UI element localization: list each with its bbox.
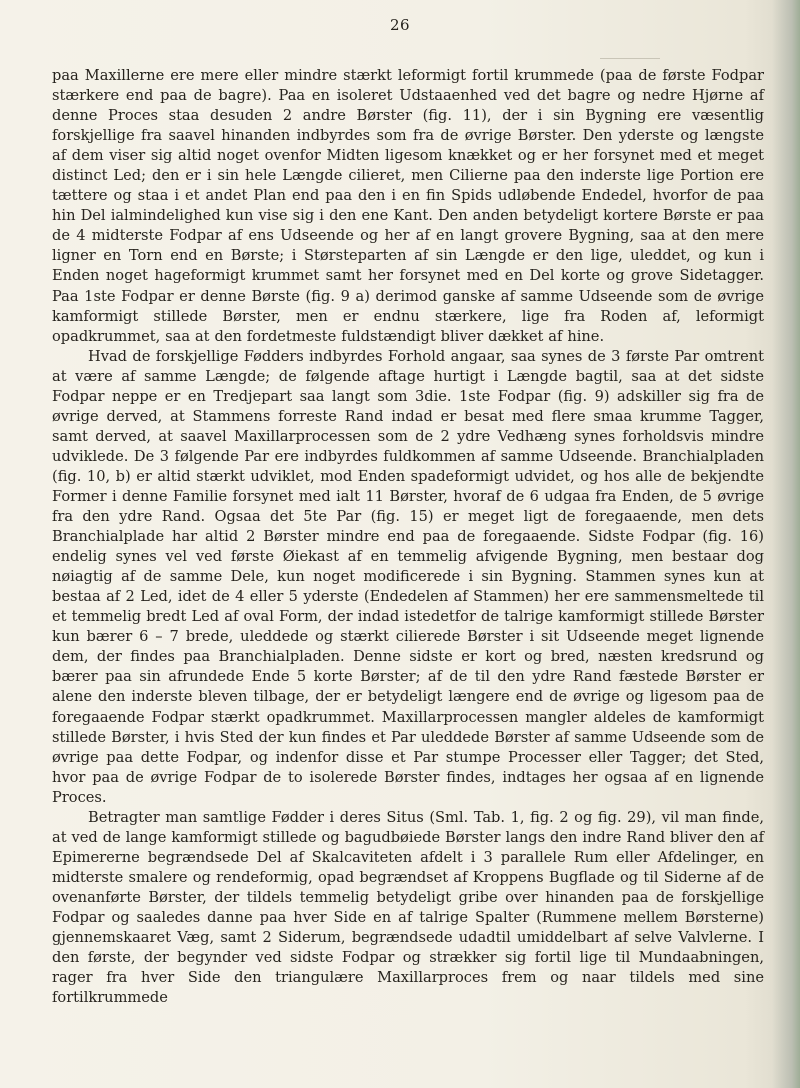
paragraph-feet-situs: Betragter man samtlige Fødder i deres Situs (Sml. Tab. 1, fig. 2 og fig. 29), vil man finde, at ved de lange kamformigt stillede og bagudbøiede Børster langs den indre Rand bliver den af Epimererne begrændsede Del af Skalcaviteten afdelt i 3 parallele Rum eller Afdelinger, en midterste smalere og rendeformig, opad begrændset af Kroppens Bugflade og til Siderne af de ovenanførte Børster, der tildels temmelig betydeligt gribe over hinanden paa de forskjellige Fodpar og saaledes danne paa hver Side en af talrige Spalter (Rummene mellem Børsterne) gjennemskaaret Væg, samt 2 Siderum, begrændsede udadtil umiddelbart af selve Valvlerne. I den første, der begynder ved sidste Fodpar og strækker sig fortil lige til Mundaabningen, rager fra hver Side den triangulære Maxillarproces frem og naar tildels med sine fortilkrummede <box>52 808 764 1007</box>
page-number: 26 <box>389 16 411 34</box>
page-edge-shadow <box>772 0 800 1088</box>
header-rule <box>600 58 660 59</box>
paragraph-feet-relations: Hvad de forskjellige Fødders indbyrdes Forhold angaar, saa synes de 3 første Par omtrent at være af samme Længde; de følgende aftage hurtigt i Længde bagtil, saa at det sidste Fodpar neppe er en Tredjepart saa langt som 3die. 1ste Fodpar (fig. 9) adskiller sig fra de øvrige derved, at Stammens forreste Rand indad er besat med flere smaa krumme Tagger, samt derved, at saavel Maxillarprocessen som de 2 ydre Vedhæng synes forholdsvis mindre udviklede. De 3 følgende Par ere indbyrdes fuldkommen af samme Udseende. Branchialpladen (fig. 10, b) er altid stærkt udviklet, mod Enden spadeformigt udvidet, og hos alle de bekjendte Former i denne Familie forsynet med ialt 11 Børster, hvoraf de 6 udgaa fra Enden, de 5 øvrige fra den ydre Rand. Ogsaa det 5te Par (fig. 15) er meget ligt de foregaaende, men dets Branchialplade har altid 2 Børster mindre end paa de foregaaende. Sidste Fodpar (fig. 16) endelig synes vel ved første Øiekast af en temmelig afvigende Bygning, men bestaar dog nøiagtig af de samme Dele, kun noget modificerede i sin Bygning. Stammen synes kun at bestaa af 2 Led, idet de 4 eller 5 yderste (Endedelen af Stammen) her ere sammensmeltede til et temmelig bredt Led af oval Form, der indad istedetfor de talrige kamformigt stillede Børster kun bærer 6 – 7 brede, uleddede og stærkt cilierede Børster i sit Udseende meget lignende dem, der findes paa Branchialpladen. Denne sidste er kort og bred, næsten kredsrund og bærer paa sin afrundede Ende 5 korte Børster; af de til den ydre Rand fæstede Børster er alene den inderste bleven tilbage, der er betydeligt længere end de øvrige og ligesom paa de foregaaende Fodpar stærkt opadkrummet. Maxillarprocessen mangler aldeles de kamformigt stillede Børster, i hvis Sted der kun findes et Par uleddede Børster af samme Udseende som de øvrige paa dette Fodpar, og indenfor disse et Par stumpe Processer eller Tagger; det Sted, hvor paa de øvrige Fodpar de to isolerede Børster findes, indtages her ogsaa af en lignende Proces. <box>52 347 764 806</box>
body-text <box>52 66 764 1008</box>
paragraph-continuation: paa Maxillerne ere mere eller mindre stærkt leformigt fortil krummede (paa de første Fodpar stærkere end paa de bagre). Paa en isoleret Udstaaenhed ved det bagre og nedre Hjørne af denne Proces staa desuden 2 andre Børster (fig. 11), der i sin Bygning ere væsentlig forskjellige fra saavel hinanden indbyrdes som fra de øvrige Børster. Den yderste og længste af dem viser sig altid noget ovenfor Midten ligesom knækket og er her forsynet med et meget distinct Led; den er i sin hele Længde cilieret, men Cilierne paa den inderste lige Portion ere tættere og staa i et andet Plan end paa den i en fin Spids udløbende Endedel, hvorfor de paa hin Del ialmindelighed kun vise sig i den ene Kant. Den anden betydeligt kortere Børste er paa de 4 midterste Fodpar af ens Udseende og her af en langt grovere Bygning, saa at den mere ligner en Torn end en Børste; i Størsteparten af sin Længde er den lige, uleddet, og kun i Enden noget hageformigt krummet samt her forsynet med en Del korte og grove Sidetagger. Paa 1ste Fodpar er denne Børste (fig. 9 a) derimod ganske af samme Udseende som de øvrige kamformigt stillede Børster, men er endnu stærkere, lige fra Roden af, leformigt opadkrummet, saa at den fordetmeste fuldstændigt bliver dækket af hine. <box>52 67 764 345</box>
